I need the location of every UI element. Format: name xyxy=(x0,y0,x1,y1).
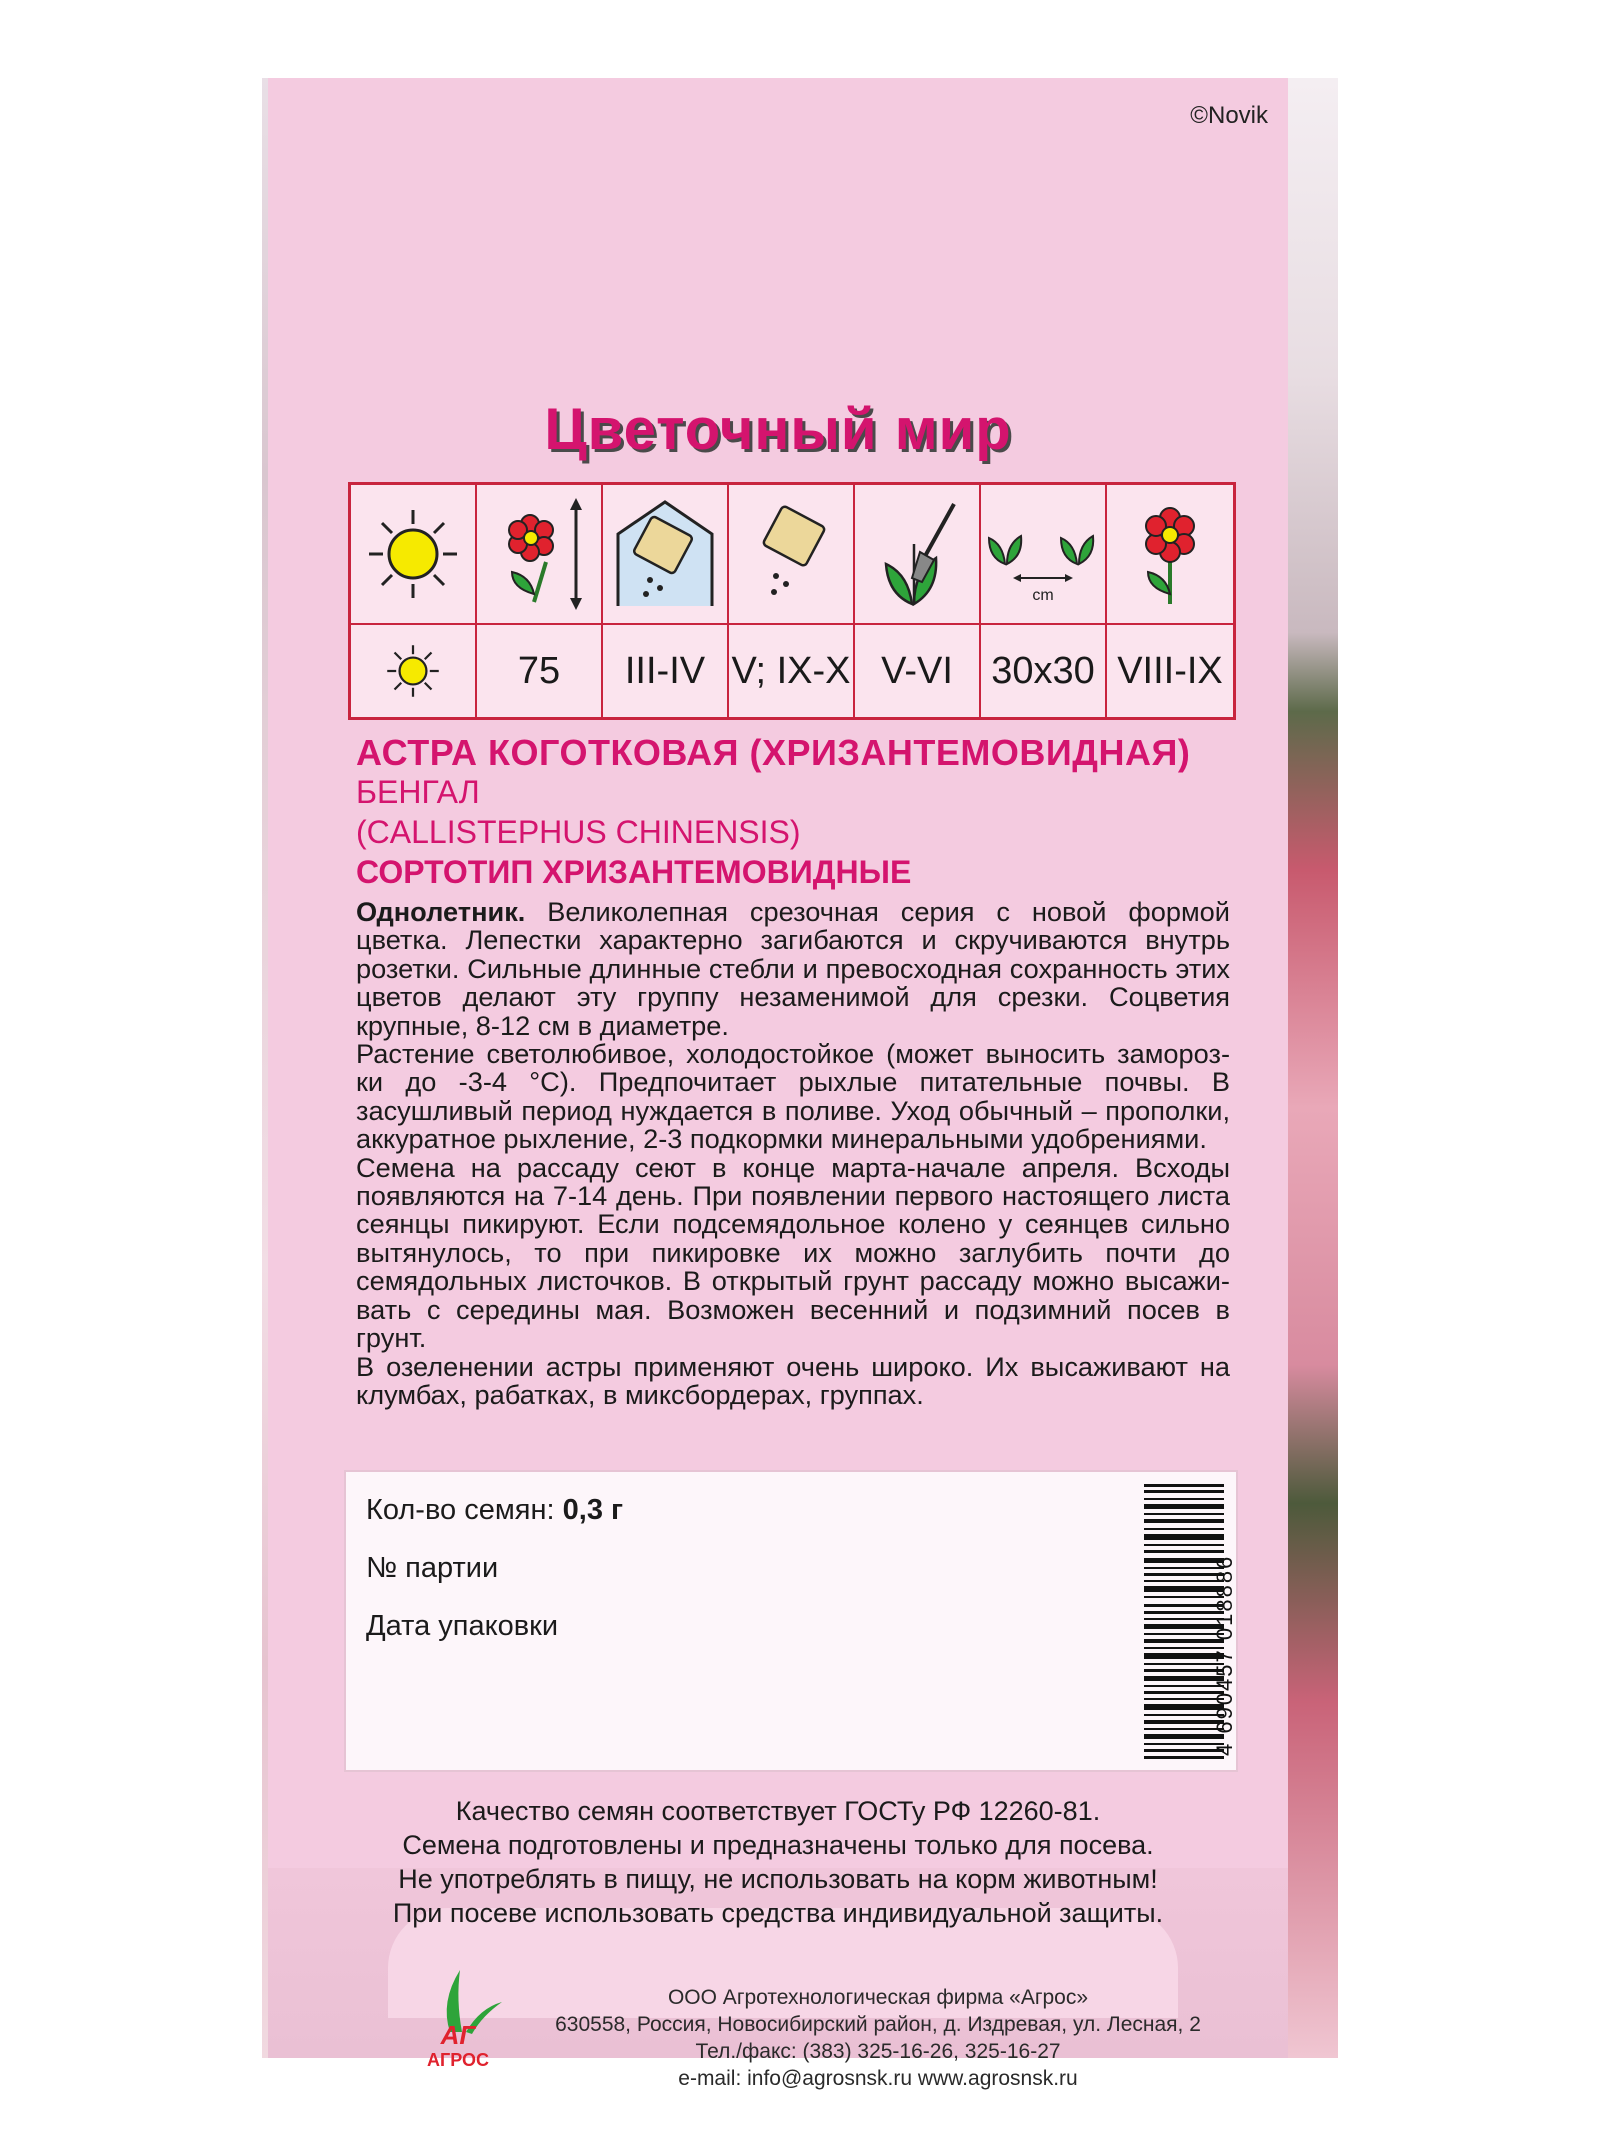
seed-packet-back xyxy=(268,78,1288,2090)
quality-line-1: Качество семян соответствует ГОСТу РФ 12260-81. xyxy=(455,1796,1101,1826)
open-ground-sowing-icon xyxy=(729,485,855,625)
flower-height-icon xyxy=(477,485,603,625)
barcode-number: 4 690457 018886 xyxy=(1212,1554,1237,1756)
batch-number-label: № партии xyxy=(366,1552,499,1584)
description-paragraph-2: Растение светолюбивое, холодостойкое (может выносить замороз-ки до -3-4 °С). Предпочитает рыхлые питательные почвы. В засушливый период нуждается в поливе. Уход обычный – прополки, аккуратное рыхление, 2-3 подкормки минеральными удобрениями. xyxy=(356,1038,1230,1155)
logo-text: АГРОС xyxy=(427,2050,489,2070)
batch-info-box xyxy=(344,1470,1238,1772)
product-name: АСТРА КОГОТКОВАЯ (ХРИЗАНТЕМОВИДНАЯ) xyxy=(356,732,1191,773)
company-name: ООО Агротехнологическая фирма «Агрос» xyxy=(667,1986,1089,2009)
latin-name: (CALLISTEPHUS CHINENSIS) xyxy=(356,814,801,850)
company-info xyxy=(518,1984,1238,2092)
flowering-icon xyxy=(1107,485,1233,625)
variety-type: СОРТОТИП ХРИЗАНТЕМОВИДНЫЕ xyxy=(356,854,912,890)
svg-text:АГ: АГ xyxy=(440,2020,476,2050)
description-paragraph-4: В озеленении астры применяют очень широко. Их высаживают на клумбах, рабатках, в миксбордерах, группах. xyxy=(356,1350,1230,1410)
description xyxy=(356,898,1230,1409)
value-transplant: V-VI xyxy=(855,625,981,717)
value-seedling-sowing: III-IV xyxy=(603,625,729,717)
pack-date-label: Дата упаковки xyxy=(366,1610,559,1642)
description-lead: Однолетник. xyxy=(356,896,526,927)
description-text-1: Великолепная срезочная серия с новой формой цветка. Лепестки характерно загибаются и скручиваются внутрь розетки. Сильные длинные стебли и превосходная сохранность этих цветов делают эту группу незаменимой для срезки. Соцветия крупные, 8-12 см в диаметре. xyxy=(356,896,1230,1041)
company-address: 630558, Россия, Новосибирский район, д. Издревая, ул. Лесная, 2 xyxy=(555,2013,1201,2036)
small-sun-icon xyxy=(351,625,477,717)
value-height: 75 xyxy=(477,625,603,717)
description-paragraph-3: Семена на рассаду сеют в конце марта-начале апреля. Всходы появляются на 7-14 день. При появлении первого настоящего листа сеянцы пикируют. Если подсемядольное колено у сеянцев сильно вытянулось, то при пикировке их можно заглубить почти до семядольных листочков. В открытый грунт рассаду можно высажи-вать с середины мая. Возможен весенний и подзимний посев в грунт. xyxy=(356,1151,1230,1354)
quality-line-3: Не употреблять в пищу, не использовать на корм животным! xyxy=(398,1864,1158,1894)
pictogram-table xyxy=(348,482,1236,720)
value-spacing: 30x30 xyxy=(981,625,1107,717)
transplant-icon xyxy=(855,485,981,625)
spacing-icon xyxy=(981,485,1107,625)
quality-line-2: Семена подготовлены и предназначены только для посева. xyxy=(402,1830,1154,1860)
barcode xyxy=(1114,1484,1224,1760)
greenhouse-sowing-icon xyxy=(603,485,729,625)
company-phone: Тел./факс: (383) 325-16-26, 325-16-27 xyxy=(695,2040,1061,2063)
copyright: ©Novik xyxy=(1190,102,1268,129)
seed-quantity-label: Кол-во семян: xyxy=(366,1494,563,1526)
brand-title: Цветочный мир xyxy=(544,397,1012,462)
spacing-unit: cm xyxy=(1032,587,1054,604)
seed-quantity xyxy=(366,1494,623,1527)
variety-name: БЕНГАЛ xyxy=(356,774,480,810)
value-flowering: VIII-IX xyxy=(1117,649,1223,692)
agros-logo xyxy=(410,1962,510,2072)
sun-icon xyxy=(351,485,477,625)
value-open-sowing: V; IX-X xyxy=(729,625,855,717)
seed-quantity-value: 0,3 г xyxy=(562,1494,624,1526)
quality-notice xyxy=(268,1794,1288,1930)
description-paragraph-1 xyxy=(356,898,1230,1040)
quality-line-4: При посеве использовать средства индивидуальной защиты. xyxy=(392,1898,1164,1928)
company-contacts: e-mail: info@agrosnsk.ru www.agrosnsk.ru xyxy=(678,2067,1078,2090)
